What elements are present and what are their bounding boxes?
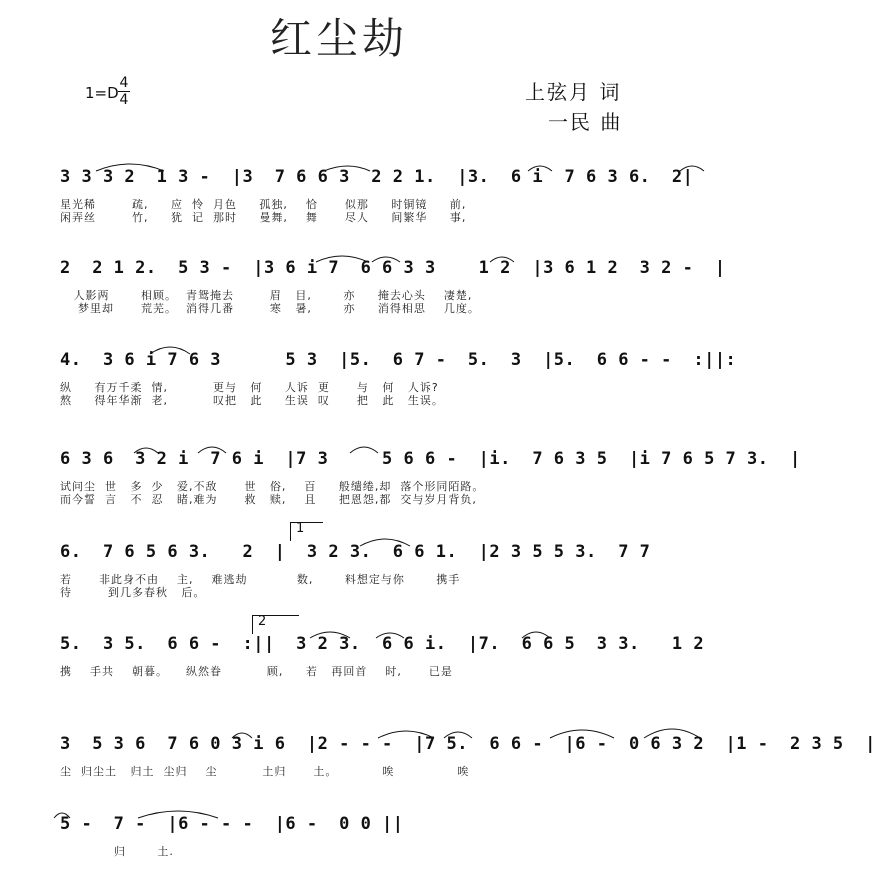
lyrics-verse-1: 若 非此身不由 主, 难逃劫 数, 料想定与你 携手 xyxy=(60,573,461,586)
lyrics-verse-2: 待 到几多春秋 后。 xyxy=(60,586,206,599)
lyrics-verse-2: 而今誓 言 不 忍 睹,难为 救 赎, 且 把恩怨,都 交与岁月背负, xyxy=(60,493,477,506)
time-signature-bottom: 4 xyxy=(119,92,129,108)
score-line-8 xyxy=(60,814,700,884)
score-line-4 xyxy=(60,449,801,519)
volta-number: 1 xyxy=(296,521,305,536)
notation-row: 4. 3 6 i 7 6 3 5 3 |5. 6 7 - 5. 3 |5. 6 6 - - :||: xyxy=(60,350,737,370)
volta-bracket-first-ending xyxy=(290,522,323,541)
score-line-1 xyxy=(60,167,700,237)
key-signature: 1=D xyxy=(85,84,119,102)
lyrics-verse-1: 试问尘 世 多 少 爱,不敌 世 俗, 百 般缱绻,却 落个形同陌路。 xyxy=(60,480,485,493)
lyrics-verse-1: 纵 有万千柔 情, 更与 何 人诉 更 与 何 人诉? xyxy=(60,381,439,394)
time-signature xyxy=(118,76,130,107)
score-line-7 xyxy=(60,734,876,804)
score-line-6 xyxy=(60,634,705,704)
lyrics-verse-2: 梦里却 荒芜。 消得几番 寒 暑, 亦 消得相思 几度。 xyxy=(60,302,480,315)
notation-row: 6 3 6 3 2 i 7 6 i |7 3 5 6 6 - |i. 7 6 3 5 |i 7 6 5 7 3. | xyxy=(60,449,801,469)
song-title: 红尘劫 xyxy=(270,14,409,63)
lyrics-verse-2: 闲弄丝 竹, 犹 记 那时 曼舞, 舞 尽人 间繁华 事, xyxy=(60,211,467,224)
score-line-5 xyxy=(60,542,700,612)
notation-row: 3 5 3 6 7 6 0 3 i 6 |2 - - - |7 5. 6 6 - |6 - 0 6 3 2 |1 - 2 3 5 | xyxy=(60,734,876,754)
notation-row: 6. 7 6 5 6 3. 2 | 3 2 3. 6 6 1. |2 3 5 5 3. 7 7 xyxy=(60,542,651,562)
lyrics-verse-1: 携 手共 朝暮。 纵然眷 顾, 若 再回首 时, 已是 xyxy=(60,665,453,678)
notation-row: 3 3 3 2 1 3 - |3 7 6 6 3 2 2 1. |3. 6 i 7 6 3 6. 2| xyxy=(60,167,694,187)
lyrics-verse-1: 人影两 相顾。 青鸳掩去 眉 目, 亦 掩去心头 凄楚, xyxy=(60,289,473,302)
notation-row: 5 - 7 - |6 - - - |6 - 0 0 || xyxy=(60,814,404,834)
lyricist-credit: 上弦月 词 xyxy=(525,80,622,104)
composer-credit: 一民 曲 xyxy=(548,110,623,134)
lyrics-verse-1: 尘 归尘土 归土 尘归 尘 土归 土。 唉 唉 xyxy=(60,765,470,778)
lyrics-verse-1: 归 土. xyxy=(60,845,174,858)
score-line-3 xyxy=(60,350,737,420)
score-line-2 xyxy=(60,258,726,328)
lyrics-verse-1: 星光稀 疏, 应 怜 月色 孤独, 恰 似那 时铜镜 前, xyxy=(60,198,467,211)
volta-bracket-second-ending xyxy=(252,615,299,634)
lyrics-verse-2: 熬 得年华渐 老, 叹把 此 生误 叹 把 此 生误。 xyxy=(60,394,444,407)
notation-row: 5. 3 5. 6 6 - :|| 3 2 3. 6 6 i. |7. 6 6 5 3 3. 1 2 xyxy=(60,634,705,654)
time-signature-top: 4 xyxy=(119,75,129,91)
notation-row: 2 2 1 2. 5 3 - |3 6 i 7 6 6 3 3 1 2 |3 6 1 2 3 2 - | xyxy=(60,258,726,278)
volta-number: 2 xyxy=(258,614,267,629)
